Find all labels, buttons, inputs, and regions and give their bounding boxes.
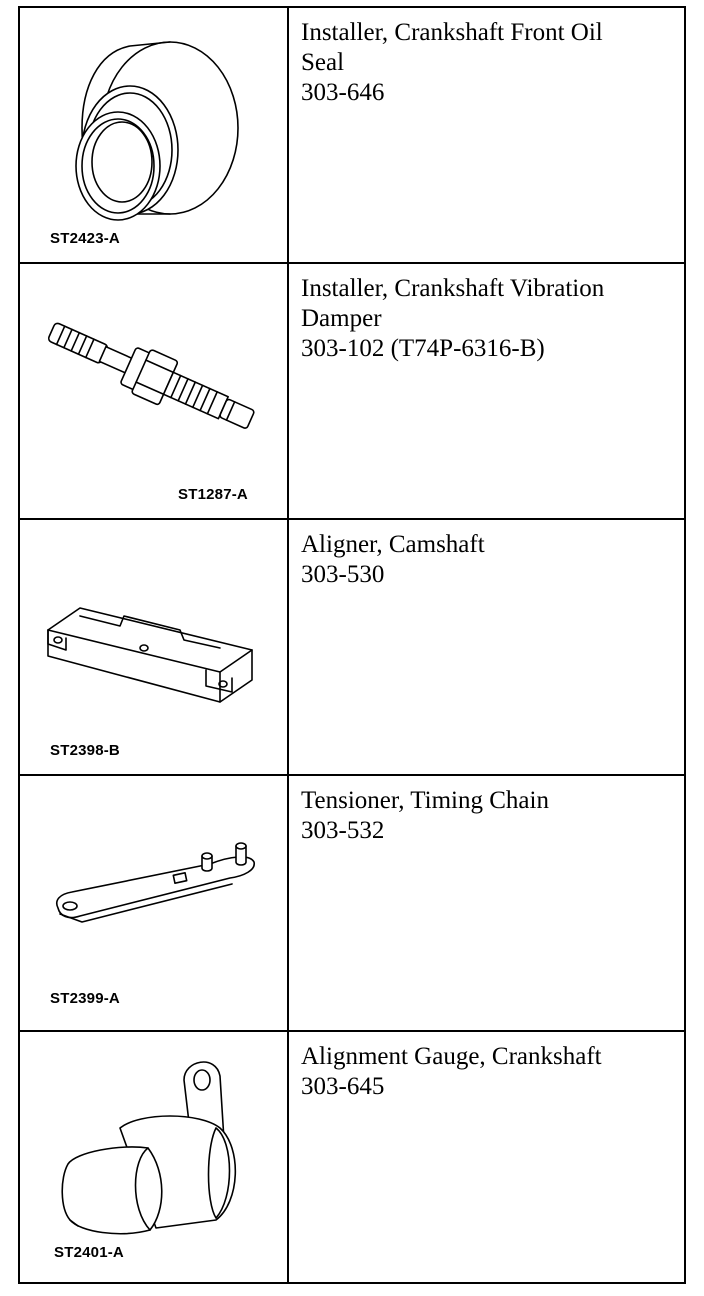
- illustration-code: ST2399-A: [50, 990, 120, 1007]
- vibration-damper-installer-icon: [20, 264, 287, 518]
- illustration-cell: [20, 8, 289, 262]
- tool-title: Installer, Crankshaft Vibration: [301, 275, 605, 302]
- illustration-code: ST2401-A: [54, 1244, 124, 1261]
- tool-part-number: 303-646: [301, 79, 385, 106]
- crankshaft-front-oil-seal-installer-icon: [20, 8, 287, 262]
- illustration-cell: [20, 264, 289, 518]
- table-row: [20, 8, 684, 264]
- table-row: [20, 520, 684, 776]
- tool-title-continued: Seal: [301, 49, 345, 76]
- tool-part-number: 303-645: [301, 1073, 385, 1100]
- illustration-cell: [20, 1032, 289, 1282]
- tool-title: Installer, Crankshaft Front Oil: [301, 19, 603, 46]
- illustration-cell: [20, 776, 289, 1030]
- description-cell: [289, 8, 684, 262]
- tool-title-continued: Damper: [301, 305, 382, 332]
- illustration-code: ST1287-A: [178, 486, 248, 503]
- special-tools-table: [18, 6, 686, 1284]
- tool-part-number: 303-102 (T74P-6316-B): [301, 335, 545, 362]
- illustration-code: ST2423-A: [50, 230, 120, 247]
- table-row: [20, 1032, 684, 1282]
- tool-title: Aligner, Camshaft: [301, 531, 485, 558]
- description-cell: [289, 1032, 684, 1282]
- description-cell: [289, 776, 684, 1030]
- tool-part-number: 303-530: [301, 561, 385, 588]
- table-row: [20, 776, 684, 1032]
- description-cell: [289, 520, 684, 774]
- tool-part-number: 303-532: [301, 817, 385, 844]
- description-cell: [289, 264, 684, 518]
- illustration-code: ST2398-B: [50, 742, 120, 759]
- tool-title: Alignment Gauge, Crankshaft: [301, 1043, 602, 1070]
- tool-title: Tensioner, Timing Chain: [301, 787, 549, 814]
- camshaft-aligner-icon: [20, 520, 287, 774]
- illustration-cell: [20, 520, 289, 774]
- table-row: [20, 264, 684, 520]
